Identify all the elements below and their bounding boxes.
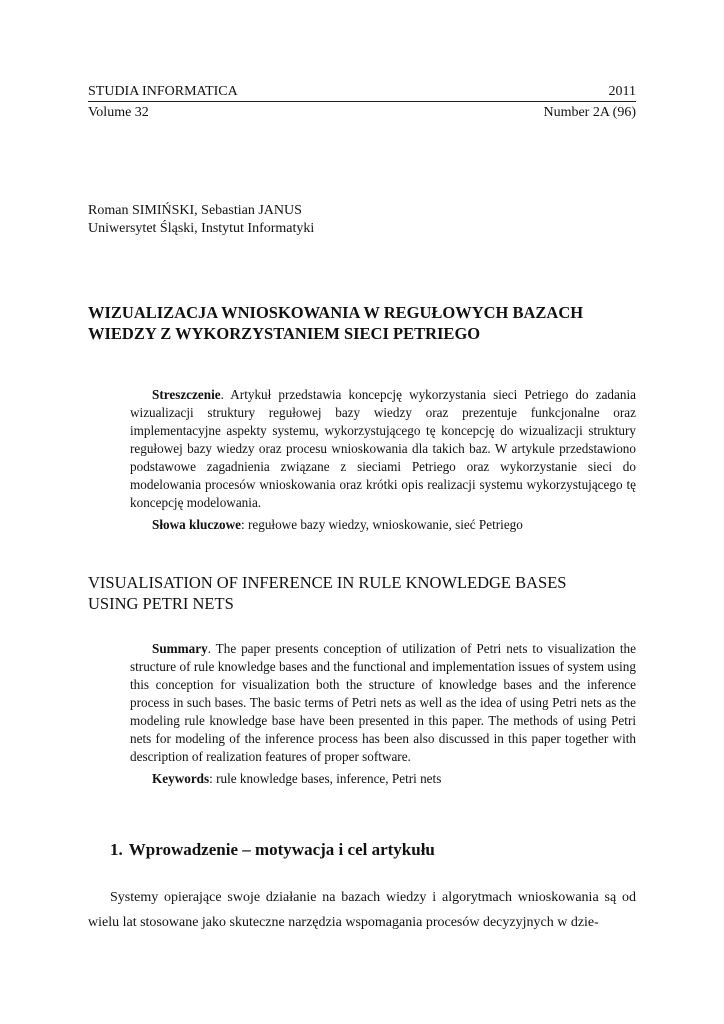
- keywords-english-label: Keywords: [152, 771, 210, 786]
- keywords-polish: [130, 516, 636, 534]
- body-text: [88, 885, 636, 935]
- author-names: Roman SIMIŃSKI, Sebastian JANUS: [88, 203, 302, 218]
- title-polish: [88, 302, 636, 344]
- section-heading: [110, 840, 435, 860]
- journal-name: STUDIA INFORMATICA: [88, 84, 238, 99]
- title-english: [88, 572, 636, 614]
- journal-volume: Volume 32: [88, 105, 149, 120]
- title-polish-line2: WIEDZY Z WYKORZYSTANIEM SIECI PETRIEGO: [88, 324, 481, 343]
- keywords-polish-label: Słowa kluczowe: [152, 517, 242, 532]
- abstract-polish-body: . Artykuł przedstawia koncepcję wykorzystania sieci Petriego do zadania wizualizacji struktury regułowej bazy wiedzy oraz prezentuje funkcjonalne oraz implementacyjne aspekty systemu, wykorzystującego tę koncepcję do wizualizacji struktury regułowej bazy wiedzy oraz procesu wnioskowania dla takich baz. W artykule przedstawiono podstawowe zagadnienia związane z sieciami Petriego oraz wykorzystanie sieci do modelowania procesów wnioskowania oraz krótki opis realizacji systemu wykorzystującego tę koncepcję modelowania.: [130, 387, 636, 510]
- keywords-english-list: : rule knowledge bases, inference, Petri nets: [209, 771, 442, 786]
- abstract-english-text: [130, 640, 636, 766]
- keywords-english: [130, 770, 636, 788]
- journal-number: Number 2A (96): [543, 105, 636, 120]
- section-title: Wprowadzenie – motywacja i cel artykułu: [128, 840, 435, 859]
- abstract-english-label: Summary: [152, 641, 208, 656]
- abstract-polish-label: Streszczenie: [152, 387, 221, 402]
- abstract-polish: [130, 386, 636, 534]
- section-number: 1.: [110, 840, 123, 859]
- journal-header: [88, 83, 636, 100]
- keywords-polish-list: : regułowe bazy wiedzy, wnioskowanie, sieć Petriego: [241, 517, 523, 532]
- title-english-line1: VISUALISATION OF INFERENCE IN RULE KNOWLEDGE BASES: [88, 573, 567, 592]
- title-polish-line1: WIZUALIZACJA WNIOSKOWANIA W REGUŁOWYCH BAZACH: [88, 303, 584, 322]
- abstract-polish-text: [130, 386, 636, 512]
- abstract-english: [130, 640, 636, 788]
- journal-issue: [88, 104, 636, 121]
- title-english-line2: USING PETRI NETS: [88, 594, 234, 613]
- author-affiliation: Uniwersytet Śląski, Instytut Informatyki: [88, 221, 315, 236]
- journal-year: 2011: [608, 84, 636, 99]
- abstract-english-body: . The paper presents conception of utilization of Petri nets to visualization the structure of rule knowledge bases and the functional and implementation issues of system using this conception for visualization both the structure of knowledge bases and the inference process in such bases. The basic terms of Petri nets as well as the idea of using Petri nets as the modeling rule knowledge base have been presented in this paper. The methods of using Petri nets for modeling of the inference process has been also discussed in this paper together with description of realization features of proper software.: [130, 641, 636, 764]
- body-paragraph: Systemy opierające swoje działanie na bazach wiedzy i algorytmach wnioskowania są od wielu lat stosowane jako skuteczne narzędzia wspomagania procesów decyzyjnych w dzie-: [88, 890, 636, 930]
- header-rule: [88, 101, 636, 102]
- authors-block: [88, 202, 314, 238]
